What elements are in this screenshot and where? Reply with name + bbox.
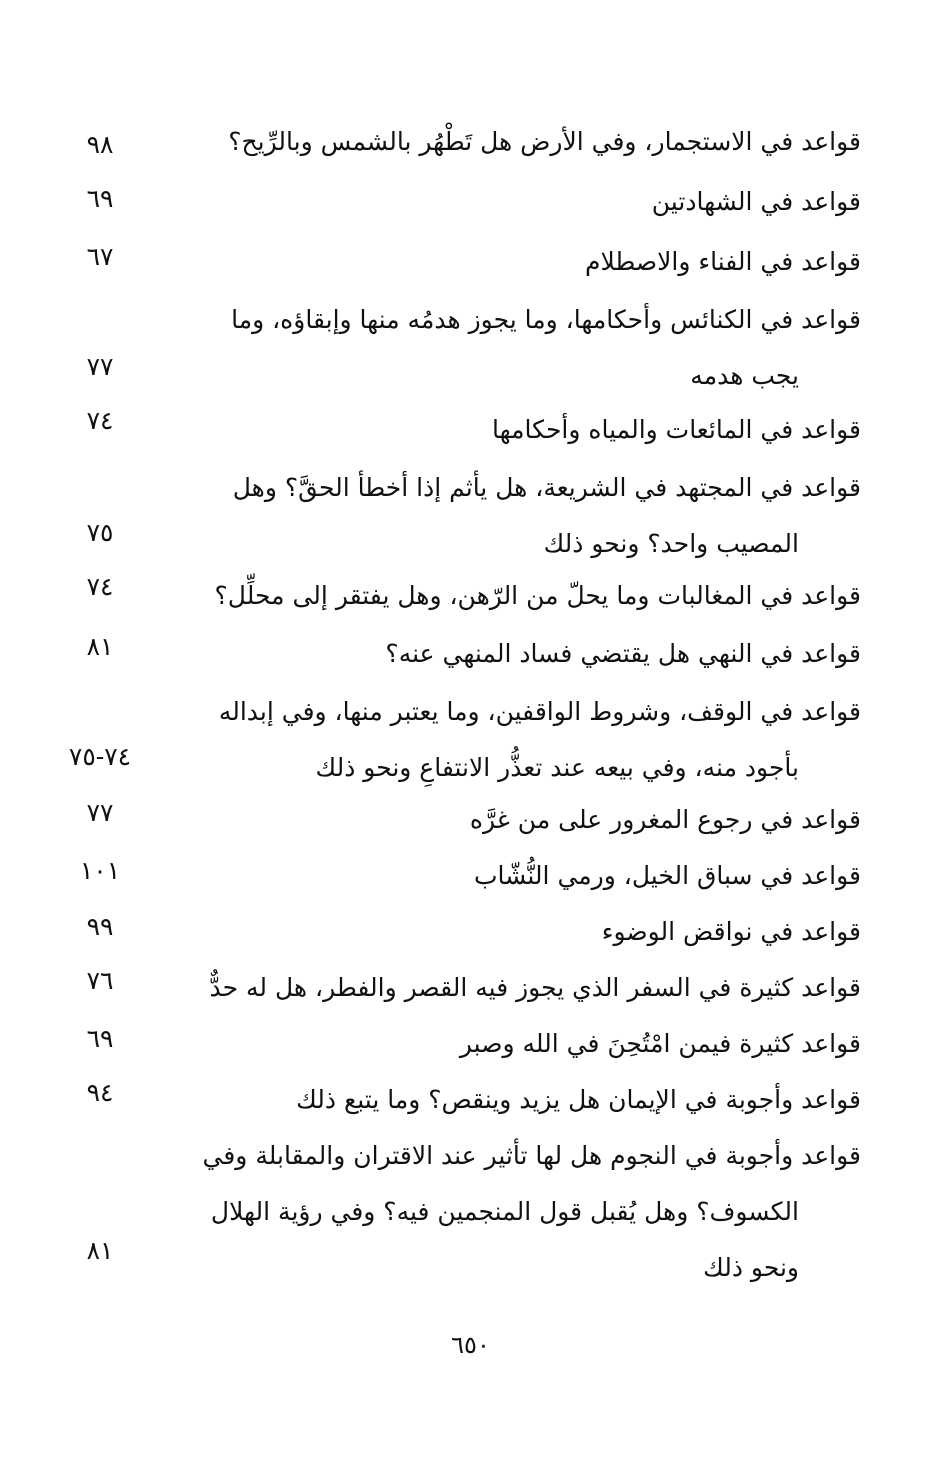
entry-line: قواعد كثيرة في السفر الذي يجوز فيه القصر والفطر، هل له حدٌّ [209, 973, 861, 1002]
entry-page-ref: ١٠١ [79, 856, 121, 885]
entry-line: قواعد في المائعات والمياه وأحكامها [491, 415, 861, 444]
entry-text [201, 234, 861, 290]
entry-line: قواعد في الاستجمار، وفي الأرض هل تَطْهُر بالشمس وبالرِّيح؟ [228, 127, 861, 156]
entry-line: ونحو ذلك [703, 1253, 799, 1282]
entry-text [201, 402, 861, 458]
entry-line: المصيب واحد؟ ونحو ذلك [543, 529, 799, 558]
page-number: ٦٥٠ [451, 1331, 490, 1359]
entry-page-ref: ٨١ [86, 1236, 114, 1265]
entry-line: قواعد في سباق الخيل، ورمي النُّشّاب [473, 861, 861, 890]
entry-page-ref: ٧٤ [86, 406, 114, 435]
entry-page-ref: ٦٩ [86, 184, 114, 213]
entry-text [201, 460, 861, 572]
entry-page-ref: ٧٤-٧٥ [68, 742, 132, 771]
entry-line: قواعد في المغالبات وما يحلّ من الرّهن، وهل يفتقر إلى محلِّل؟ [214, 581, 861, 610]
entry-text [201, 684, 861, 796]
entry-page-ref: ٦٧ [86, 242, 114, 271]
entry-text [201, 114, 861, 170]
entry-page-ref: ٧٦ [86, 966, 114, 995]
entry-page-ref: ٧٥ [86, 518, 114, 547]
entry-page-ref: ٨١ [86, 632, 114, 661]
entry-text [201, 792, 861, 848]
entry-text [201, 1128, 861, 1296]
entry-text [201, 904, 861, 960]
entry-page-ref: ٩٨ [86, 130, 114, 159]
entry-text [201, 568, 861, 624]
entry-line: قواعد في الشهادتين [651, 187, 861, 216]
entry-line: قواعد في رجوع المغرور على من غرَّه [469, 805, 861, 834]
entry-line: قواعد كثيرة فيمن امْتُحِنَ في الله وصبر [459, 1029, 861, 1058]
entry-page-ref: ٧٧ [86, 798, 114, 827]
entry-line: قواعد وأجوبة في النجوم هل لها تأثير عند الاقتران والمقابلة وفي [202, 1141, 861, 1170]
entry-line: الكسوف؟ وهل يُقبل قول المنجمين فيه؟ وفي رؤية الهلال [210, 1197, 799, 1226]
entry-text [201, 626, 861, 682]
entry-text [201, 292, 861, 404]
entry-page-ref: ٩٩ [86, 912, 114, 941]
entry-line: قواعد في الوقف، وشروط الواقفين، وما يعتبر منها، وفي إبداله [218, 697, 861, 726]
entry-text [201, 174, 861, 230]
entry-line: قواعد وأجوبة في الإيمان هل يزيد وينقص؟ وما يتبع ذلك [296, 1085, 861, 1114]
entry-line: قواعد في المجتهد في الشريعة، هل يأثم إذا أخطأ الحقَّ؟ وهل [232, 473, 861, 502]
entry-line: بأجود منه، وفي بيعه عند تعذُّر الانتفاعِ ونحو ذلك [315, 753, 799, 782]
entry-page-ref: ٧٤ [86, 572, 114, 601]
entry-page-ref: ٩٤ [86, 1078, 114, 1107]
entry-line: قواعد في النهي هل يقتضي فساد المنهي عنه؟ [385, 639, 861, 668]
entry-text [201, 960, 861, 1016]
entry-line: قواعد في نواقض الوضوء [601, 917, 861, 946]
entry-line: قواعد في الفناء والاصطلام [584, 247, 861, 276]
entry-text [201, 1016, 861, 1072]
entry-page-ref: ٦٩ [86, 1024, 114, 1053]
entry-text [201, 848, 861, 904]
entry-line: يجب هدمه [690, 361, 799, 390]
entry-page-ref: ٧٧ [86, 352, 114, 381]
entry-text [201, 1072, 861, 1128]
entry-line: قواعد في الكنائس وأحكامها، وما يجوز هدمُه منها وإبقاؤه، وما [231, 305, 861, 334]
